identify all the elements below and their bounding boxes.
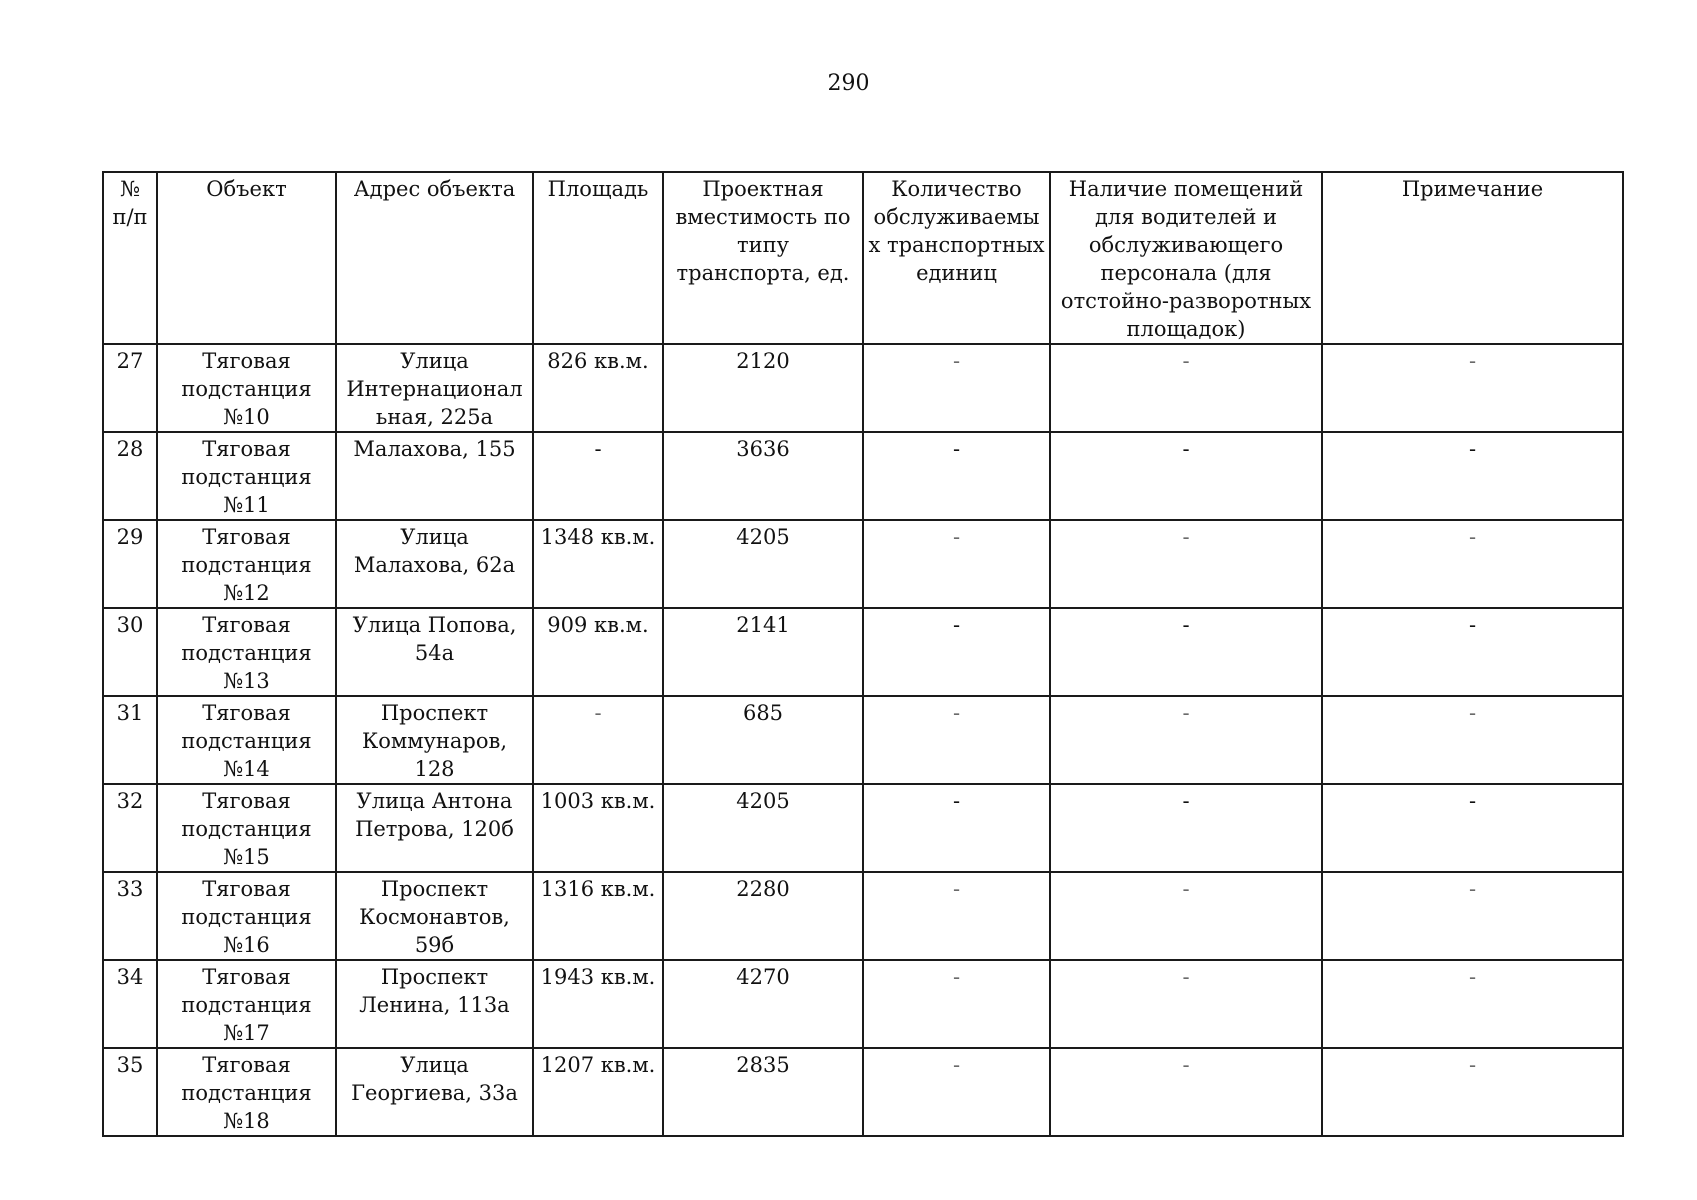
cell-area: 826 кв.м. (533, 344, 663, 432)
facilities-table (102, 171, 1624, 1137)
cell-area: 909 кв.м. (533, 608, 663, 696)
cell-served-units: - (863, 872, 1050, 960)
cell-note: - (1322, 784, 1623, 872)
cell-capacity: 2835 (663, 1048, 863, 1136)
cell-staff-rooms: - (1050, 520, 1322, 608)
cell-staff-rooms: - (1050, 784, 1322, 872)
cell-served-units: - (863, 344, 1050, 432)
table-header (103, 172, 1623, 344)
cell-served-units: - (863, 608, 1050, 696)
cell-note: - (1322, 1048, 1623, 1136)
cell-address: Улица Антона Петрова, 120б (336, 784, 533, 872)
cell-number: 27 (103, 344, 157, 432)
header-number: № п/п (103, 172, 157, 344)
cell-number: 29 (103, 520, 157, 608)
cell-address: Улица Малахова, 62а (336, 520, 533, 608)
cell-note: - (1322, 872, 1623, 960)
table-row (103, 1048, 1623, 1136)
cell-served-units: - (863, 520, 1050, 608)
cell-area: - (533, 432, 663, 520)
cell-served-units: - (863, 960, 1050, 1048)
cell-served-units: - (863, 432, 1050, 520)
cell-address: Проспект Космонавтов, 59б (336, 872, 533, 960)
cell-note: - (1322, 696, 1623, 784)
cell-capacity: 3636 (663, 432, 863, 520)
table-row (103, 872, 1623, 960)
header-object: Объект (157, 172, 336, 344)
table-row (103, 696, 1623, 784)
cell-number: 33 (103, 872, 157, 960)
cell-area: 1316 кв.м. (533, 872, 663, 960)
page-number: 290 (827, 71, 870, 96)
header-served-units: Количество обслуживаемых транспортных единиц (863, 172, 1050, 344)
cell-staff-rooms: - (1050, 960, 1322, 1048)
cell-address: Улица Попова, 54а (336, 608, 533, 696)
cell-capacity: 2280 (663, 872, 863, 960)
cell-capacity: 2141 (663, 608, 863, 696)
cell-served-units: - (863, 1048, 1050, 1136)
cell-address: Улица Интернациональная, 225а (336, 344, 533, 432)
header-row (103, 172, 1623, 344)
cell-capacity: 2120 (663, 344, 863, 432)
cell-area: 1003 кв.м. (533, 784, 663, 872)
table-row (103, 432, 1623, 520)
cell-number: 32 (103, 784, 157, 872)
cell-address: Улица Георгиева, 33а (336, 1048, 533, 1136)
cell-staff-rooms: - (1050, 608, 1322, 696)
cell-capacity: 4205 (663, 520, 863, 608)
cell-capacity: 685 (663, 696, 863, 784)
cell-object: Тяговая подстанция №11 (157, 432, 336, 520)
cell-staff-rooms: - (1050, 344, 1322, 432)
cell-object: Тяговая подстанция №15 (157, 784, 336, 872)
cell-area: 1943 кв.м. (533, 960, 663, 1048)
cell-note: - (1322, 520, 1623, 608)
cell-address: Проспект Ленина, 113а (336, 960, 533, 1048)
cell-object: Тяговая подстанция №10 (157, 344, 336, 432)
cell-note: - (1322, 960, 1623, 1048)
header-note: Примечание (1322, 172, 1623, 344)
cell-staff-rooms: - (1050, 1048, 1322, 1136)
cell-note: - (1322, 608, 1623, 696)
header-address: Адрес объекта (336, 172, 533, 344)
cell-served-units: - (863, 696, 1050, 784)
cell-object: Тяговая подстанция №18 (157, 1048, 336, 1136)
header-capacity: Проектная вместимость по типу транспорта, ед. (663, 172, 863, 344)
table-body (103, 344, 1623, 1136)
cell-object: Тяговая подстанция №14 (157, 696, 336, 784)
cell-staff-rooms: - (1050, 872, 1322, 960)
cell-number: 31 (103, 696, 157, 784)
cell-area: 1207 кв.м. (533, 1048, 663, 1136)
table-row (103, 344, 1623, 432)
cell-served-units: - (863, 784, 1050, 872)
table-row (103, 960, 1623, 1048)
cell-number: 28 (103, 432, 157, 520)
header-staff-rooms: Наличие помещений для водителей и обслуживающего персонала (для отстойно-разворотных площадок) (1050, 172, 1322, 344)
cell-area: - (533, 696, 663, 784)
table-row (103, 784, 1623, 872)
cell-object: Тяговая подстанция №13 (157, 608, 336, 696)
cell-number: 30 (103, 608, 157, 696)
cell-number: 35 (103, 1048, 157, 1136)
table-row (103, 608, 1623, 696)
cell-capacity: 4205 (663, 784, 863, 872)
cell-staff-rooms: - (1050, 432, 1322, 520)
cell-staff-rooms: - (1050, 696, 1322, 784)
cell-number: 34 (103, 960, 157, 1048)
cell-area: 1348 кв.м. (533, 520, 663, 608)
table-row (103, 520, 1623, 608)
cell-object: Тяговая подстанция №12 (157, 520, 336, 608)
cell-address: Малахова, 155 (336, 432, 533, 520)
cell-object: Тяговая подстанция №16 (157, 872, 336, 960)
cell-capacity: 4270 (663, 960, 863, 1048)
header-area: Площадь (533, 172, 663, 344)
cell-note: - (1322, 432, 1623, 520)
cell-address: Проспект Коммунаров, 128 (336, 696, 533, 784)
cell-object: Тяговая подстанция №17 (157, 960, 336, 1048)
cell-note: - (1322, 344, 1623, 432)
